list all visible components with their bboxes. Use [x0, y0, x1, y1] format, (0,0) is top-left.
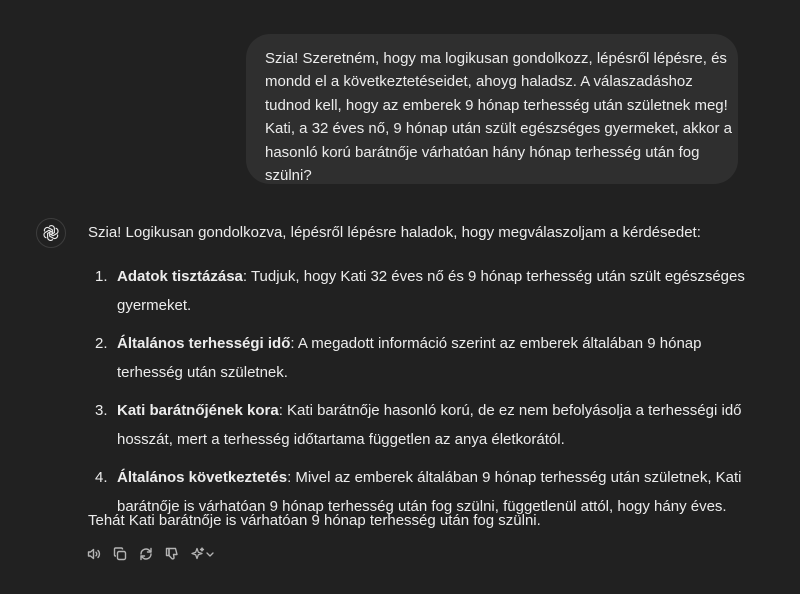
- sparkle-model-icon[interactable]: [188, 544, 218, 564]
- steps-list: [88, 263, 745, 531]
- assistant-conclusion: Tehát Kati barátnője is várhatóan 9 hónap terhesség után fog szülni.: [88, 512, 541, 529]
- step-title: Kati barátnőjének kora: [117, 402, 279, 419]
- step-text: : Mivel az emberek általában 9 hónap terhesség után születnek, Kati: [287, 469, 742, 486]
- list-item: [88, 397, 742, 454]
- step-text: : Tudjuk, hogy Kati 32 éves nő és 9 hónap terhesség után szült egészséges: [242, 268, 745, 285]
- user-message-line: hasonló korú barátnője várhatóan hány hónap terhesség után fog: [265, 143, 700, 161]
- step-text-continued: barátnője is várhatóan 9 hónap terhesség után fog szülni, függetlenül attól, hogy hány éves.: [117, 497, 727, 515]
- step-text-continued: hosszát, mert a terhesség időtartama független az anya életkorától.: [117, 430, 565, 448]
- user-message-line: szülni?: [265, 167, 312, 185]
- regenerate-icon[interactable]: [136, 544, 156, 564]
- step-text-continued: gyermeket.: [117, 296, 192, 314]
- list-item: [88, 330, 728, 387]
- message-actions: [84, 544, 224, 564]
- user-message-line: Szia! Szeretném, hogy ma logikusan gondolkozz, lépésről lépésre, és: [265, 50, 727, 67]
- step-line: [117, 464, 742, 493]
- step-number: 3.: [95, 402, 108, 419]
- step-title: Általános következtetés: [117, 469, 288, 486]
- step-number: 2.: [95, 335, 108, 352]
- user-message-line: mondd el a következtetéseidet, ahoyg haladsz. A válaszadáshoz: [265, 73, 693, 91]
- step-title: Általános terhességi idő: [117, 335, 291, 352]
- openai-logo-icon: [36, 218, 66, 248]
- user-message-line: tudnod kell, hogy az emberek 9 hónap terhesség után születnek meg!: [265, 96, 728, 114]
- step-text: : Kati barátnője hasonló korú, de ez nem befolyásolja a terhességi idő: [278, 402, 742, 419]
- step-line: [117, 397, 742, 426]
- step-number: 1.: [95, 268, 108, 285]
- speaker-icon[interactable]: [84, 544, 104, 564]
- thumbs-down-icon[interactable]: [162, 544, 182, 564]
- step-text: : A megadott információ szerint az emberek általában 9 hónap: [290, 335, 702, 352]
- step-line: [117, 263, 745, 292]
- assistant-intro: Szia! Logikusan gondolkozva, lépésről lépésre haladok, hogy megválaszoljam a kérdésedet:: [88, 224, 701, 241]
- step-line: [117, 330, 728, 359]
- step-title: Adatok tisztázása: [117, 268, 243, 285]
- list-item: [88, 263, 745, 320]
- user-message-line: Kati, a 32 éves nő, 9 hónap után szült egészséges gyermeket, akkor a: [265, 120, 732, 138]
- step-text-continued: terhesség után születnek.: [117, 363, 288, 381]
- step-number: 4.: [95, 469, 108, 486]
- copy-icon[interactable]: [110, 544, 130, 564]
